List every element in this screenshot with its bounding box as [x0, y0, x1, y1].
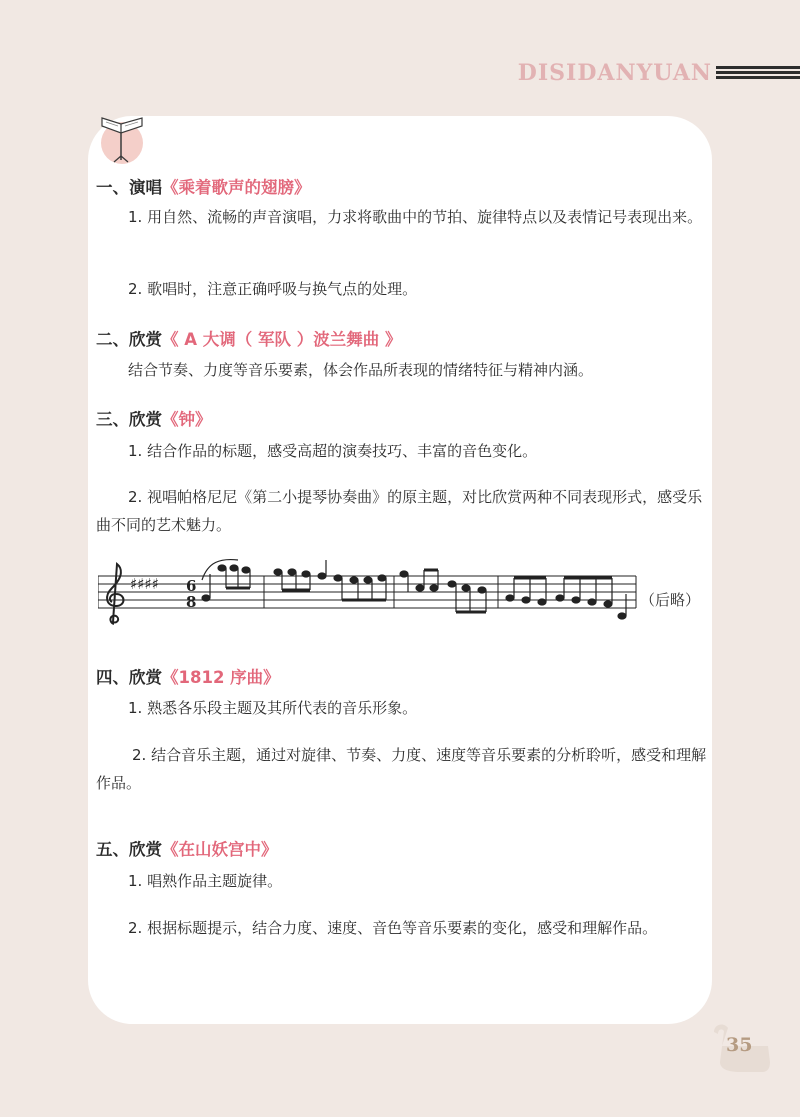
paragraph: 2. 歌唱时，注意正确呼吸与换气点的处理。	[128, 280, 418, 298]
work-title-5: 《在山妖宫中》	[162, 840, 278, 859]
work-title-4: 《1812 序曲》	[162, 668, 280, 687]
key-signature: ♯♯♯♯	[130, 575, 160, 593]
music-score	[98, 558, 694, 634]
time-signature-top: 6	[186, 577, 197, 595]
score-tail: （后略）	[640, 591, 701, 609]
paragraph: 2. 根据标题提示，结合力度、速度、音色等音乐要素的变化，感受和理解作品。	[128, 919, 658, 937]
paragraph: 2. 结合音乐主题，通过对旋律、节奏、力度、速度等音乐要素的分析聆听，感受和理解作品。	[96, 746, 707, 792]
section-heading-4: 四、欣赏《1812 序曲》	[96, 668, 280, 687]
notes	[202, 560, 626, 619]
music-stand-icon	[94, 110, 150, 166]
section-heading-5: 五、欣赏《在山妖宫中》	[96, 840, 278, 859]
page-number: 35	[706, 1022, 772, 1072]
paragraph: 1. 熟悉各乐段主题及其所代表的音乐形象。	[128, 699, 418, 717]
paragraph: 1. 结合作品的标题，感受高超的演奏技巧、丰富的音色变化。	[128, 442, 538, 460]
header-title: DISIDANYUAN	[517, 60, 712, 86]
section-heading-2: 二、欣赏《 A 大调（ 军队 ）波兰舞曲 》	[96, 330, 402, 349]
paragraph: 1. 用自然、流畅的声音演唱，力求将歌曲中的节拍、旋律特点以及表情记号表现出来。	[128, 208, 703, 226]
header-rule	[716, 66, 800, 80]
section-heading-1: 一、演唱《乘着歌声的翅膀》	[96, 178, 311, 197]
paragraph: 结合节奏、力度等音乐要素，体会作品所表现的情绪特征与精神内涵。	[128, 361, 594, 379]
paragraph: 2. 视唱帕格尼尼《第二小提琴协奏曲》的原主题，对比欣赏两种不同表现形式，感受乐曲不同的艺术魅力。	[96, 488, 703, 534]
work-title-3: 《钟》	[162, 410, 212, 429]
work-title-2: 《 A 大调（ 军队 ）波兰舞曲 》	[162, 330, 402, 349]
treble-clef-icon	[107, 564, 123, 624]
time-signature-bottom: 8	[186, 593, 197, 611]
section-heading-3: 三、欣赏《钟》	[96, 410, 212, 429]
work-title-1: 《乘着歌声的翅膀》	[162, 178, 311, 197]
paragraph: 1. 唱熟作品主题旋律。	[128, 872, 283, 890]
